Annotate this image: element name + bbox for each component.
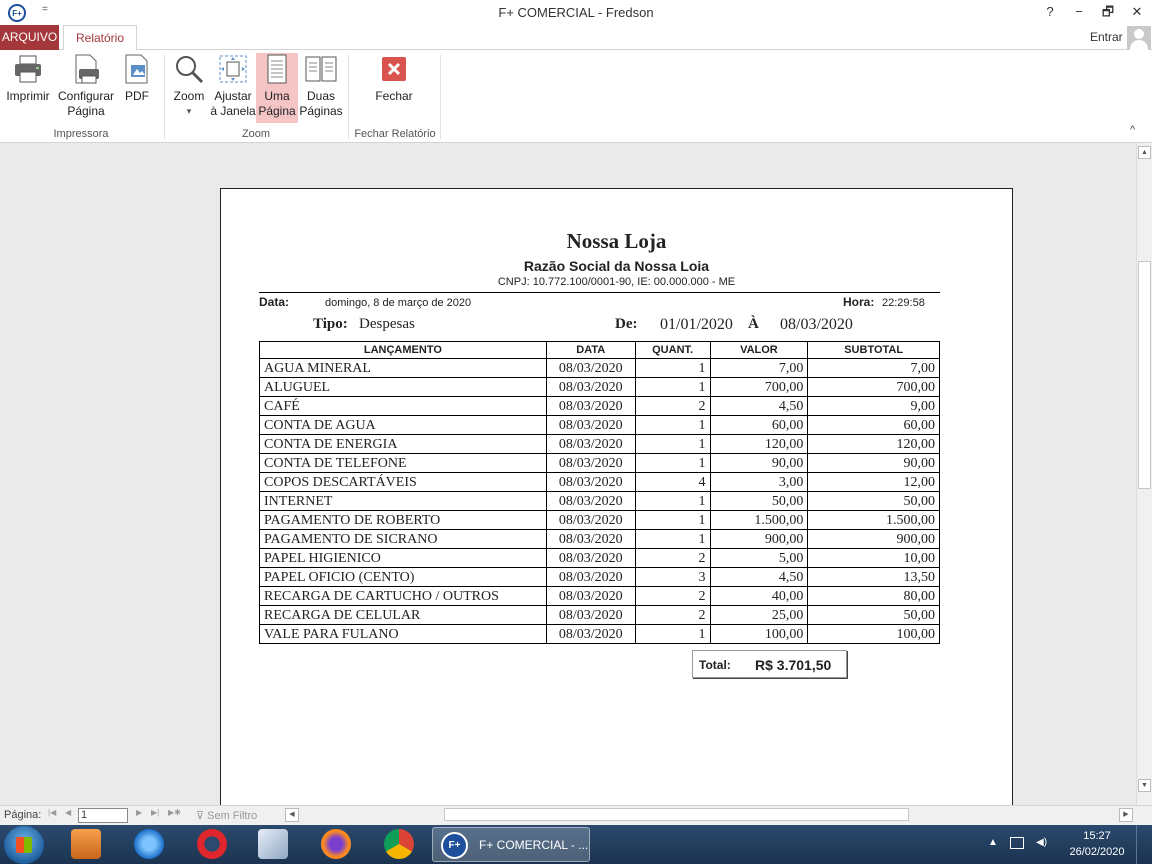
- cell-valor: 25,00: [710, 606, 808, 625]
- table-row: [260, 511, 940, 530]
- fit-window-label-1: Ajustar: [214, 89, 252, 103]
- report-type-value: Despesas: [359, 316, 415, 332]
- cell-data: 08/03/2020: [546, 530, 635, 549]
- cell-lancamento: ALUGUEL: [260, 378, 547, 397]
- page-setup-label-2: Página: [67, 104, 105, 118]
- cell-lancamento: PAPEL HIGIENICO: [260, 549, 547, 568]
- group-label-zoom: Zoom: [241, 128, 271, 140]
- cell-quant: 2: [635, 397, 710, 416]
- cell-data: 08/03/2020: [546, 435, 635, 454]
- one-page-label-2: Página: [258, 104, 296, 118]
- table-row: [260, 568, 940, 587]
- cell-data: 08/03/2020: [546, 359, 635, 378]
- cell-valor: 90,00: [710, 454, 808, 473]
- cell-quant: 1: [635, 378, 710, 397]
- table-row: [260, 435, 940, 454]
- cell-quant: 1: [635, 359, 710, 378]
- cell-data: 08/03/2020: [546, 378, 635, 397]
- cell-lancamento: RECARGA DE CARTUCHO / OUTROS: [260, 587, 547, 606]
- cell-quant: 1: [635, 530, 710, 549]
- cell-valor: 60,00: [710, 416, 808, 435]
- cell-valor: 7,00: [710, 359, 808, 378]
- windows-taskbar: [0, 825, 1152, 864]
- vertical-scroll-thumb[interactable]: [1138, 261, 1151, 489]
- cell-lancamento: CONTA DE AGUA: [260, 416, 547, 435]
- cell-valor: 5,00: [710, 549, 808, 568]
- cell-lancamento: AGUA MINERAL: [260, 359, 547, 378]
- filter-label: Sem Filtro: [207, 810, 258, 822]
- cell-quant: 2: [635, 606, 710, 625]
- cell-subtotal: 12,00: [808, 473, 940, 492]
- new-record-icon[interactable]: ▶✱: [168, 808, 181, 817]
- cell-valor: 120,00: [710, 435, 808, 454]
- table-header-row: [260, 342, 940, 359]
- cell-subtotal: 13,50: [808, 568, 940, 587]
- page-label: Página:: [4, 809, 42, 821]
- cell-data: 08/03/2020: [546, 511, 635, 530]
- help-button[interactable]: ?: [1046, 4, 1054, 19]
- chevron-down-icon: ▾: [186, 106, 192, 116]
- minimize-button[interactable]: −: [1075, 4, 1083, 19]
- cell-valor: 40,00: [710, 587, 808, 606]
- print-button[interactable]: [3, 53, 53, 104]
- cell-data: 08/03/2020: [546, 625, 635, 644]
- record-navigation-bar: [0, 805, 1152, 825]
- notepad-icon[interactable]: [258, 829, 288, 859]
- firefox-icon[interactable]: [321, 829, 351, 859]
- cell-quant: 3: [635, 568, 710, 587]
- report-date-label: Data:: [259, 295, 290, 309]
- cell-quant: 2: [635, 587, 710, 606]
- cell-valor: 4,50: [710, 568, 808, 587]
- cell-quant: 1: [635, 511, 710, 530]
- cell-subtotal: 7,00: [808, 359, 940, 378]
- cell-subtotal: 60,00: [808, 416, 940, 435]
- report-time-label: Hora:: [843, 295, 875, 309]
- cell-lancamento: VALE PARA FULANO: [260, 625, 547, 644]
- start-button[interactable]: [4, 826, 44, 864]
- pdf-icon: [121, 53, 153, 85]
- report-divider: [259, 292, 940, 293]
- table-row: [260, 587, 940, 606]
- volume-icon[interactable]: ◀): [1036, 837, 1048, 848]
- report-cnpj: CNPJ: 10.772.100/0001-90, IE: 00.000.000 - ME: [497, 276, 736, 288]
- group-label-fechar: Fechar Relatório: [354, 128, 436, 140]
- cell-lancamento: PAGAMENTO DE SICRANO: [260, 530, 547, 549]
- cell-quant: 1: [635, 416, 710, 435]
- close-x-icon: [378, 53, 410, 85]
- title-bar: [0, 0, 1152, 25]
- report-store-name: Nossa Loja: [566, 229, 667, 253]
- taskbar-app-label: F+ COMERCIAL - ...: [479, 838, 589, 852]
- horizontal-scrollbar[interactable]: [284, 807, 1134, 823]
- scroll-right-arrow-icon[interactable]: ▶: [1119, 808, 1133, 822]
- table-row: [260, 454, 940, 473]
- cell-subtotal: 90,00: [808, 454, 940, 473]
- taskbar-app-fcomercial[interactable]: [432, 827, 590, 862]
- column-header-valor: VALOR: [710, 342, 808, 359]
- cell-valor: 100,00: [710, 625, 808, 644]
- report-to-label: À: [748, 316, 759, 332]
- clock-time: 15:27: [1083, 830, 1111, 842]
- cell-lancamento: CONTA DE ENERGIA: [260, 435, 547, 454]
- page-setup-icon: [70, 53, 102, 85]
- scroll-up-arrow-icon[interactable]: ▲: [1138, 146, 1151, 159]
- two-pages-label-2: Páginas: [299, 104, 343, 118]
- one-page-button[interactable]: [256, 53, 298, 123]
- no-filter-indicator[interactable]: [196, 809, 257, 822]
- fit-window-label-2: à Janela: [210, 104, 256, 118]
- cell-valor: 4,50: [710, 397, 808, 416]
- one-page-label-1: Uma: [264, 89, 290, 103]
- column-header-data: DATA: [546, 342, 635, 359]
- close-report-label: Fechar: [375, 89, 413, 103]
- pdf-button[interactable]: [119, 53, 155, 104]
- previous-page-icon[interactable]: ◀: [65, 808, 72, 817]
- cell-valor: 1.500,00: [710, 511, 808, 530]
- horizontal-scroll-thumb[interactable]: [444, 808, 909, 821]
- app-logo-icon: F+: [8, 4, 26, 22]
- page-number-input[interactable]: 1: [78, 808, 128, 823]
- cell-data: 08/03/2020: [546, 473, 635, 492]
- tray-overflow-arrow-icon[interactable]: ▲: [988, 837, 998, 848]
- table-row: [260, 492, 940, 511]
- report-preview-area[interactable]: [0, 143, 1136, 805]
- system-clock[interactable]: [1066, 828, 1128, 860]
- cell-data: 08/03/2020: [546, 397, 635, 416]
- cell-valor: 700,00: [710, 378, 808, 397]
- ribbon-separator: [164, 55, 165, 139]
- fit-window-button[interactable]: [210, 53, 256, 119]
- column-header-quant: QUANT.: [635, 342, 710, 359]
- sign-in-link[interactable]: Entrar: [1090, 30, 1123, 44]
- cell-data: 08/03/2020: [546, 568, 635, 587]
- ribbon-tabs: [0, 25, 1152, 50]
- close-report-button[interactable]: [370, 53, 418, 104]
- cell-subtotal: 700,00: [808, 378, 940, 397]
- cell-quant: 4: [635, 473, 710, 492]
- cell-subtotal: 10,00: [808, 549, 940, 568]
- page-setup-label-1: Configurar: [57, 89, 115, 103]
- ribbon-separator: [440, 55, 441, 139]
- scroll-left-arrow-icon[interactable]: ◀: [285, 808, 299, 822]
- cell-valor: 50,00: [710, 492, 808, 511]
- two-pages-label-1: Duas: [306, 89, 335, 103]
- total-value: R$ 3.701,50: [755, 657, 832, 673]
- table-row: [260, 359, 940, 378]
- report-from-value: 01/01/2020: [660, 316, 733, 333]
- vertical-scrollbar[interactable]: [1136, 143, 1152, 805]
- last-page-icon[interactable]: ▶|: [151, 808, 160, 817]
- restore-button[interactable]: 🗗: [1101, 4, 1115, 19]
- collapse-ribbon-button[interactable]: ^: [1130, 124, 1136, 136]
- fcomercial-logo-icon: F+: [441, 832, 468, 859]
- scroll-down-arrow-icon[interactable]: ▼: [1138, 779, 1151, 792]
- user-avatar-icon[interactable]: [1127, 26, 1151, 50]
- quick-access-dropdown[interactable]: =: [42, 4, 48, 15]
- cell-quant: 1: [635, 454, 710, 473]
- cell-data: 08/03/2020: [546, 492, 635, 511]
- single-page-icon: [261, 53, 293, 85]
- cell-subtotal: 80,00: [808, 587, 940, 606]
- table-row: [260, 549, 940, 568]
- cell-lancamento: CONTA DE TELEFONE: [260, 454, 547, 473]
- cell-lancamento: PAPEL OFICIO (CENTO): [260, 568, 547, 587]
- page-setup-button[interactable]: [55, 53, 117, 119]
- opera-icon[interactable]: [197, 829, 227, 859]
- window-title: F+ COMERCIAL - Fredson: [498, 5, 654, 20]
- cell-quant: 1: [635, 492, 710, 511]
- two-pages-icon: [305, 53, 337, 85]
- tab-arquivo[interactable]: ARQUIVO: [0, 25, 59, 50]
- table-row: [260, 625, 940, 644]
- cell-quant: 1: [635, 435, 710, 454]
- network-icon[interactable]: [1010, 837, 1024, 849]
- cell-lancamento: COPOS DESCARTÁVEIS: [260, 473, 547, 492]
- cell-data: 08/03/2020: [546, 587, 635, 606]
- magnifier-icon: [173, 53, 205, 85]
- cell-lancamento: PAGAMENTO DE ROBERTO: [260, 511, 547, 530]
- clock-date: 26/02/2020: [1069, 846, 1125, 858]
- first-page-icon[interactable]: |◀: [48, 808, 57, 817]
- table-row: [260, 378, 940, 397]
- pdf-label: PDF: [125, 89, 149, 103]
- zoom-button[interactable]: [169, 53, 209, 119]
- column-header-subtotal: SUBTOTAL: [808, 342, 940, 359]
- cell-quant: 2: [635, 549, 710, 568]
- report-date-value: domingo, 8 de março de 2020: [325, 297, 472, 309]
- fit-window-icon: [217, 53, 249, 85]
- ribbon: [0, 50, 1152, 143]
- cell-data: 08/03/2020: [546, 454, 635, 473]
- print-label: Imprimir: [6, 89, 50, 103]
- report-type-label: Tipo:: [313, 316, 348, 332]
- ribbon-separator: [348, 55, 349, 139]
- table-row: [260, 416, 940, 435]
- cell-subtotal: 120,00: [808, 435, 940, 454]
- cell-data: 08/03/2020: [546, 606, 635, 625]
- cell-subtotal: 100,00: [808, 625, 940, 644]
- total-box: [692, 650, 847, 678]
- table-row: [260, 530, 940, 549]
- close-button[interactable]: ✕: [1131, 4, 1143, 19]
- cell-data: 08/03/2020: [546, 549, 635, 568]
- report-to-value: 08/03/2020: [780, 316, 853, 333]
- cell-subtotal: 9,00: [808, 397, 940, 416]
- zoom-label: Zoom: [173, 89, 205, 103]
- cell-lancamento: CAFÉ: [260, 397, 547, 416]
- two-pages-button[interactable]: [299, 53, 343, 119]
- media-player-icon[interactable]: [71, 829, 101, 859]
- cell-valor: 900,00: [710, 530, 808, 549]
- cell-subtotal: 50,00: [808, 492, 940, 511]
- table-row: [260, 606, 940, 625]
- column-header-lancamento: LANÇAMENTO: [260, 342, 547, 359]
- table-row: [260, 397, 940, 416]
- cell-subtotal: 1.500,00: [808, 511, 940, 530]
- cell-quant: 1: [635, 625, 710, 644]
- internet-explorer-icon[interactable]: [134, 829, 164, 859]
- report-time-value: 22:29:58: [882, 297, 925, 309]
- cell-data: 08/03/2020: [546, 416, 635, 435]
- table-row: [260, 473, 940, 492]
- cell-subtotal: 900,00: [808, 530, 940, 549]
- next-page-icon[interactable]: ▶: [136, 808, 143, 817]
- filter-icon: ⊽: [196, 810, 208, 822]
- expenses-table: [259, 341, 940, 644]
- cell-lancamento: INTERNET: [260, 492, 547, 511]
- printer-icon: [12, 53, 44, 85]
- chrome-icon[interactable]: [384, 829, 414, 859]
- cell-subtotal: 50,00: [808, 606, 940, 625]
- report-page: [220, 188, 1013, 805]
- group-label-impressora: Impressora: [53, 128, 109, 140]
- cell-lancamento: RECARGA DE CELULAR: [260, 606, 547, 625]
- show-desktop-button[interactable]: [1136, 825, 1152, 864]
- cell-valor: 3,00: [710, 473, 808, 492]
- tab-relatorio[interactable]: Relatório: [63, 25, 137, 51]
- report-razao-social: Razão Social da Nossa Loia: [523, 258, 710, 274]
- total-label: Total:: [699, 658, 731, 672]
- report-from-label: De:: [615, 316, 638, 332]
